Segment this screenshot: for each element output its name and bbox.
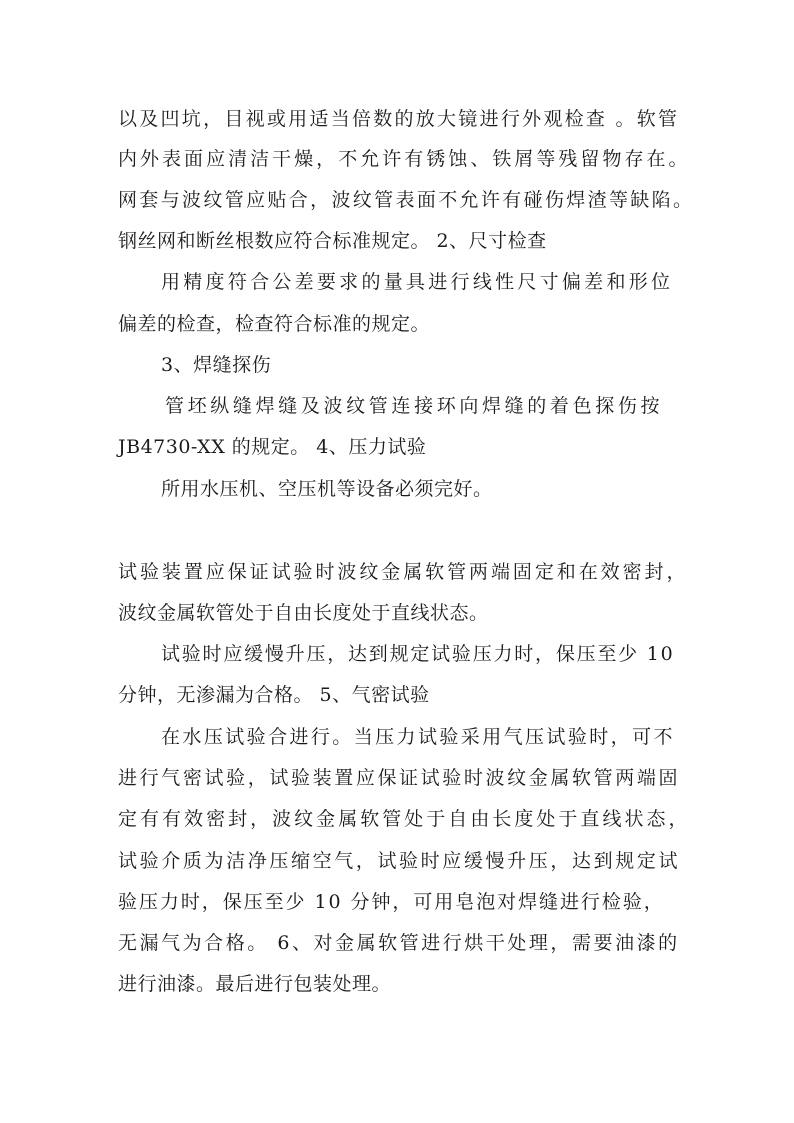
text-line: 试验介质为洁净压缩空气，试验时应缓慢升压，达到规定试 xyxy=(118,850,681,872)
text-line: 钢丝网和断丝根数应符合标准规定。 2、尺寸检查 xyxy=(118,230,547,252)
text-line: 定有有效密封，波纹金属软管处于自由长度处于直线状态， xyxy=(118,808,691,830)
text-line: 分钟，无渗漏为合格。 5、气密试验 xyxy=(118,684,430,706)
text-line: 所用水压机、空压机等设备必须完好。 xyxy=(161,478,493,500)
text-line: 试验装置应保证试验时波纹金属软管两端固定和在效密封， xyxy=(118,561,689,583)
text-line: 进行油漆。最后进行包装处理。 xyxy=(118,973,392,995)
text-line: 验压力时，保压至少 10 分钟，可用皂泡对焊缝进行检验， xyxy=(118,891,665,913)
text-line: 进行气密试验，试验装置应保证试验时波纹金属软管两端固 xyxy=(118,767,681,789)
text-line: 波纹金属软管处于自由长度处于直线状态。 xyxy=(118,602,489,624)
text-line: 以及凹坑，目视或用适当倍数的放大镜进行外观检查 。软管 xyxy=(118,108,680,130)
text-line: 管坯纵缝焊缝及波纹管连接环向焊缝的着色探伤按 xyxy=(165,395,664,417)
text-line: 无漏气为合格。 6、对金属软管进行烘干处理，需要油漆的 xyxy=(118,932,680,954)
text-line: 偏差的检查，检查符合标准的规定。 xyxy=(118,313,431,335)
text-line: 网套与波纹管应贴合，波纹管表面不允许有碰伤焊渣等缺陷。 xyxy=(118,189,695,211)
text-line: 3、焊缝探伤 xyxy=(161,354,272,376)
text-line: JB4730-XX 的规定。 4、压力试验 xyxy=(118,436,427,458)
text-line: 内外表面应清洁干燥，不允许有锈蚀、铁屑等残留物存在。 xyxy=(118,148,691,170)
text-line: 试验时应缓慢升压，达到规定试验压力时，保压至少 10 xyxy=(161,643,675,665)
text-line: 在水压试验合进行。当压力试验采用气压试验时，可不 xyxy=(161,726,675,748)
text-line: 用精度符合公差要求的量具进行线性尺寸偏差和形位 xyxy=(161,271,674,293)
